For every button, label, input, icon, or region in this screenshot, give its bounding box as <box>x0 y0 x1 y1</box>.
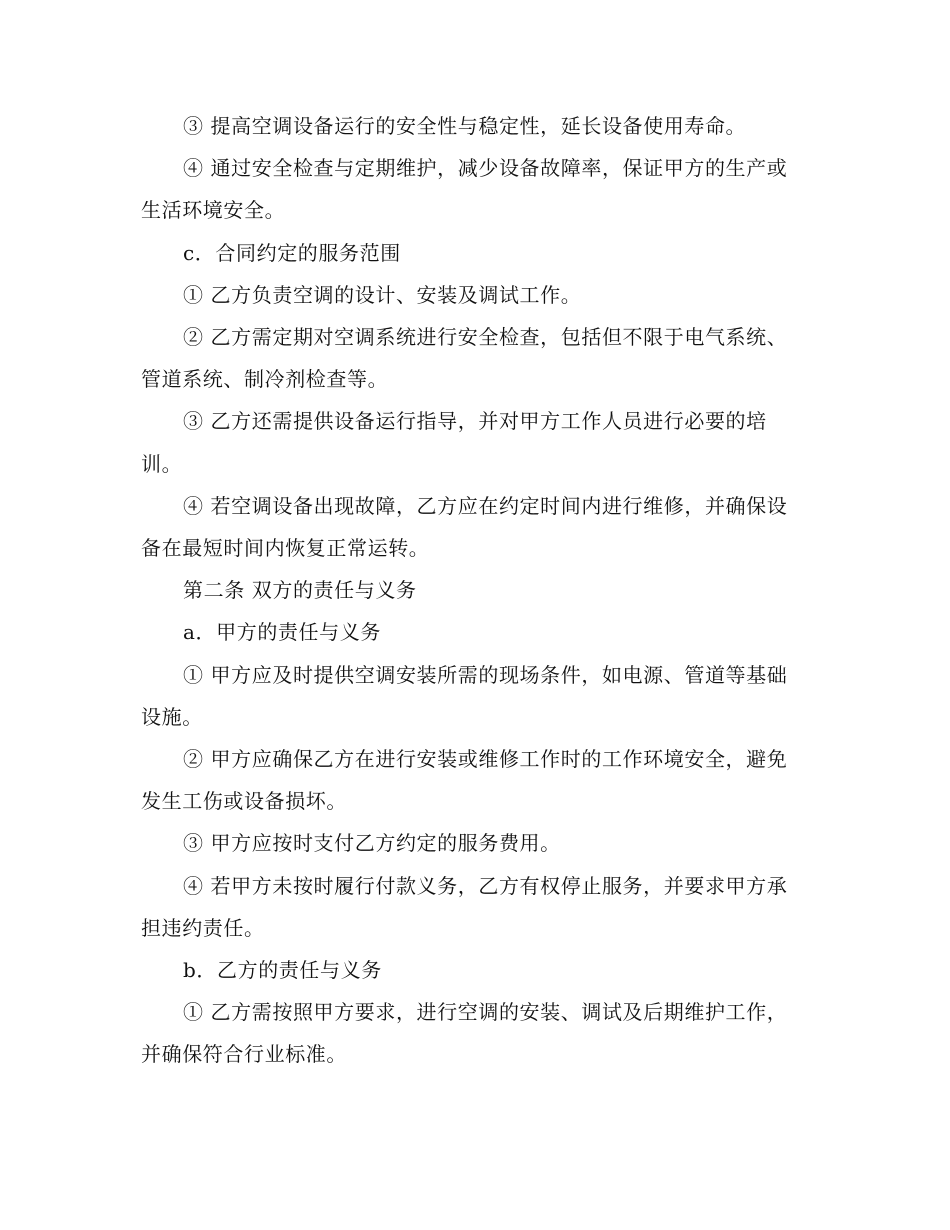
paragraph-party-a-4: ④ 若甲方未按时履行付款义务，乙方有权停止服务，并要求甲方承担违约责任。 <box>141 873 788 940</box>
paragraph-scope-1: ① 乙方负责空调的设计、安装及调试工作。 <box>183 282 582 307</box>
paragraph-scope-2: ② 乙方需定期对空调系统进行安全检查，包括但不限于电气系统、管道系统、制冷剂检查等。 <box>141 325 788 392</box>
document-body <box>141 105 807 1076</box>
paragraph-party-b-1: ① 乙方需按照甲方要求，进行空调的安装、调试及后期维护工作，并确保符合行业标准。 <box>141 1000 788 1067</box>
section-heading-party-b: b．乙方的责任与义务 <box>183 958 382 983</box>
section-heading-service-scope: c．合同约定的服务范围 <box>183 240 401 265</box>
paragraph-scope-4: ④ 若空调设备出现故障，乙方应在约定时间内进行维修，并确保设备在最短时间内恢复正常运转。 <box>141 493 788 561</box>
section-heading-party-a: a．甲方的责任与义务 <box>183 620 381 645</box>
paragraph-party-a-2: ② 甲方应确保乙方在进行安装或维修工作时的工作环境安全，避免发生工伤或设备损坏。 <box>141 747 788 814</box>
paragraph-party-a-1: ① 甲方应及时提供空调安装所需的现场条件，如电源、管道等基础设施。 <box>141 662 788 729</box>
paragraph-party-a-3: ③ 甲方应按时支付乙方约定的服务费用。 <box>183 831 561 856</box>
paragraph-goal-4: ④ 通过安全检查与定期维护，减少设备故障率，保证甲方的生产或生活环境安全。 <box>141 156 788 223</box>
paragraph-scope-3: ③ 乙方还需提供设备运行指导，并对甲方工作人员进行必要的培训。 <box>141 409 767 476</box>
article-heading-responsibilities: 第二条 双方的责任与义务 <box>183 578 417 603</box>
paragraph-goal-3: ③ 提高空调设备运行的安全性与稳定性，延长设备使用寿命。 <box>183 114 747 138</box>
